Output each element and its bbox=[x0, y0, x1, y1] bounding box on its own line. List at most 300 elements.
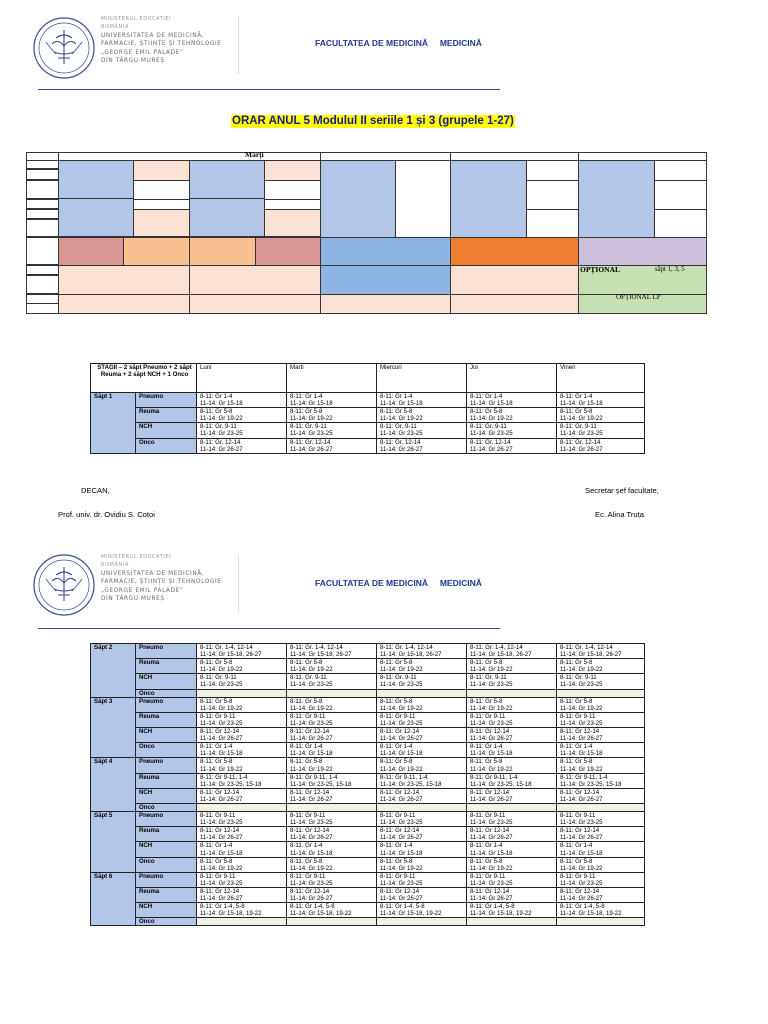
blue-slot bbox=[320, 237, 451, 266]
schedule-slot-morning: 8-11: Gr 9-11 bbox=[290, 712, 326, 720]
schedule-cell bbox=[377, 872, 467, 887]
schedule-slot-midday: 11-14: Gr 26-27 bbox=[200, 834, 243, 842]
schedule-slot-midday: 11-14: Gr 23-25 bbox=[560, 719, 603, 727]
rotation-label: NCH bbox=[136, 788, 197, 803]
grid-left-row bbox=[26, 265, 59, 275]
schedule-slot-midday: 11-14: Gr 26-27 bbox=[380, 445, 423, 453]
schedule-slot-morning: 8-11: Gr 1-4 bbox=[470, 393, 503, 400]
schedule-cell bbox=[287, 423, 377, 438]
schedule-slot-midday: 11-14: Gr 15-18 bbox=[470, 400, 513, 408]
schedule-cell bbox=[467, 674, 557, 689]
schedule-cell bbox=[287, 644, 377, 659]
university-line: UNIVERSITATEA DE MEDICINĂ, bbox=[101, 32, 205, 39]
week-label: Săpt 5 bbox=[91, 812, 136, 873]
schedule-slot-midday: 11-14: Gr 19-22 bbox=[470, 704, 513, 712]
schedule-cell bbox=[377, 697, 467, 712]
peach-slot bbox=[58, 265, 190, 295]
schedule-cell bbox=[197, 812, 287, 827]
rotation-label: Onco bbox=[136, 857, 197, 872]
schedule-slot-midday: 11-14: Gr 23-25 bbox=[380, 430, 423, 438]
rose-slot bbox=[58, 237, 124, 266]
schedule-cell bbox=[197, 408, 287, 423]
schedule-slot-morning: 8-11: Gr 5-8 bbox=[200, 697, 233, 705]
schedule-slot-morning: 8-11: Gr 12-14 bbox=[200, 788, 240, 796]
schedule-slot-midday: 11-14: Gr 23-25 bbox=[560, 819, 603, 827]
schedule-cell bbox=[377, 903, 467, 918]
schedule-cell bbox=[197, 788, 287, 803]
rotation-label: Onco bbox=[136, 743, 197, 758]
rotation-label: Reuma bbox=[136, 888, 197, 903]
schedule-cell bbox=[557, 743, 645, 758]
stagii-row bbox=[91, 918, 645, 926]
schedule-slot-midday: 11-14: Gr 23-25 bbox=[560, 681, 603, 689]
schedule-slot-midday: 11-14: Gr 26-27 bbox=[470, 735, 513, 743]
schedule-slot-midday: 11-14: Gr 19-22 bbox=[200, 666, 243, 674]
empty-slot bbox=[654, 180, 707, 210]
schedule-cell bbox=[377, 712, 467, 727]
week-label: Săpt 6 bbox=[91, 872, 136, 926]
schedule-cell bbox=[557, 408, 645, 423]
schedule-slot-midday: 11-14: Gr 19-22 bbox=[200, 864, 243, 872]
empty-slot bbox=[654, 209, 707, 238]
schedule-slot-midday: 11-14: Gr 19-22 bbox=[560, 666, 603, 674]
schedule-cell bbox=[287, 689, 377, 697]
schedule-cell bbox=[377, 773, 467, 788]
schedule-slot-midday: 11-14: Gr 15-18, 26-27 bbox=[200, 651, 262, 659]
schedule-slot-midday: 11-14: Gr 15-18 bbox=[200, 750, 243, 758]
schedule-cell bbox=[467, 773, 557, 788]
schedule-slot-morning: 8-11: Gr 5-8 bbox=[470, 659, 503, 667]
orange-light-slot bbox=[123, 237, 190, 266]
orange-light-slot bbox=[189, 237, 256, 266]
week-label: Săpt 4 bbox=[91, 758, 136, 812]
schedule-slot-morning: 8-11: Gr 9-11, 1-4 bbox=[290, 773, 338, 781]
schedule-slot-morning: 8-11: Gr 1-4, 5-8 bbox=[380, 903, 425, 911]
schedule-slot-morning: 8-11: Gr 1-4, 5-8 bbox=[470, 903, 515, 911]
peach-slot bbox=[189, 294, 321, 314]
schedule-cell bbox=[287, 812, 377, 827]
schedule-slot-midday: 11-14: Gr 15-18 bbox=[380, 750, 423, 758]
schedule-cell bbox=[467, 423, 557, 438]
schedule-slot-morning: 8-11: Gr 5-8 bbox=[290, 697, 323, 705]
stagii-row bbox=[91, 803, 645, 811]
stagii-header-label: STAGII – 2 săpt Pneumo + 2 săpt Reuma + 2 săpt NCH + 1 Onco bbox=[91, 364, 197, 393]
schedule-cell bbox=[287, 827, 377, 842]
faculty-label: FACULTATEA DE MEDICINĂ MEDICINĂ bbox=[315, 38, 482, 48]
schedule-slot-morning: 8-11: Gr 9-11, 1-4 bbox=[200, 773, 248, 781]
header-rule bbox=[38, 89, 500, 90]
rose-slot bbox=[255, 237, 321, 266]
schedule-cell bbox=[557, 773, 645, 788]
schedule-slot-morning: 8-11: Gr 5-8 bbox=[380, 659, 413, 667]
schedule-cell bbox=[287, 393, 377, 408]
schedule-slot-midday: 11-14: Gr 23-25 bbox=[470, 681, 513, 689]
schedule-slot-midday: 11-14: Gr 23-25, 15-18 bbox=[290, 780, 352, 788]
country-label: ROMÂNIA bbox=[101, 24, 129, 31]
stagii-table bbox=[90, 363, 645, 454]
schedule-cell bbox=[377, 888, 467, 903]
secretary-title: Secretar șef facultate, bbox=[585, 486, 659, 495]
schedule-slot-midday: 11-14: Gr 15-18, 19-22 bbox=[560, 910, 622, 918]
schedule-slot-midday: 11-14: Gr 19-22 bbox=[560, 765, 603, 773]
rotation-label: NCH bbox=[136, 423, 197, 438]
schedule-slot-morning: 8-11: Gr. 9-11 bbox=[380, 674, 417, 682]
schedule-cell bbox=[467, 903, 557, 918]
rotation-label: Reuma bbox=[136, 659, 197, 674]
schedule-slot-midday: 11-14: Gr 19-22 bbox=[470, 765, 513, 773]
schedule-slot-midday: 11-14: Gr 19-22 bbox=[380, 765, 423, 773]
peach-slot bbox=[264, 209, 321, 237]
peach-slot bbox=[189, 265, 321, 295]
schedule-slot-midday: 11-14: Gr 23-25 bbox=[200, 719, 243, 727]
grid-left-row bbox=[26, 180, 59, 199]
schedule-slot-morning: 8-11: Gr 12-14 bbox=[470, 827, 510, 835]
schedule-cell bbox=[377, 812, 467, 827]
schedule-cell bbox=[557, 827, 645, 842]
header-rule bbox=[38, 628, 500, 629]
schedule-slot-morning: 8-11: Gr 12-14 bbox=[380, 888, 420, 895]
schedule-slot-morning: 8-11: Gr 1-4 bbox=[560, 393, 593, 400]
schedule-slot-midday: 11-14: Gr 15-18 bbox=[380, 400, 423, 408]
schedule-cell bbox=[467, 659, 557, 674]
schedule-cell bbox=[377, 788, 467, 803]
schedule-slot-morning: 8-11: Gr 5-8 bbox=[290, 408, 323, 416]
schedule-slot-midday: 11-14: Gr 26-27 bbox=[290, 445, 333, 453]
schedule-slot-midday: 11-14: Gr 15-18, 19-22 bbox=[290, 910, 352, 918]
schedule-cell bbox=[557, 788, 645, 803]
schedule-cell bbox=[197, 743, 287, 758]
schedule-cell bbox=[197, 803, 287, 811]
stagii-row bbox=[91, 758, 645, 773]
schedule-slot-midday: 11-14: Gr 19-22 bbox=[470, 864, 513, 872]
schedule-cell bbox=[557, 918, 645, 926]
stagii-row bbox=[91, 827, 645, 842]
schedule-slot-morning: 8-11: Gr 9-11, 1-4 bbox=[470, 773, 518, 781]
schedule-cell bbox=[377, 827, 467, 842]
schedule-cell bbox=[377, 423, 467, 438]
schedule-slot-morning: 8-11: Gr 12-14 bbox=[560, 728, 600, 736]
schedule-slot-midday: 11-14: Gr 23-25 bbox=[290, 681, 333, 689]
optional-lp-label: OPȚIONAL LP bbox=[616, 293, 661, 301]
schedule-slot-morning: 8-11: Gr 1-4 bbox=[200, 743, 233, 751]
schedule-cell bbox=[377, 674, 467, 689]
peach-slot bbox=[58, 294, 190, 314]
schedule-cell bbox=[467, 842, 557, 857]
schedule-cell bbox=[467, 812, 557, 827]
schedule-slot-morning: 8-11: Gr 5-8 bbox=[200, 408, 233, 416]
schedule-cell bbox=[557, 438, 645, 453]
orange-slot bbox=[450, 237, 579, 266]
light-blue-slot bbox=[189, 160, 265, 199]
light-blue-slot bbox=[578, 160, 655, 238]
grid-left-row bbox=[26, 209, 59, 219]
schedule-cell bbox=[197, 644, 287, 659]
blue-slot bbox=[320, 265, 451, 295]
schedule-slot-midday: 11-14: Gr 26-27 bbox=[470, 834, 513, 842]
stagii-row bbox=[91, 788, 645, 803]
light-blue-slot bbox=[58, 160, 134, 199]
schedule-slot-morning: 8-11: Gr 1-4, 5-8 bbox=[290, 903, 335, 911]
schedule-slot-midday: 11-14: Gr 23-25 bbox=[470, 430, 513, 438]
schedule-slot-morning: 8-11: Gr 1-4, 5-8 bbox=[560, 903, 605, 911]
stagii-row bbox=[91, 842, 645, 857]
schedule-cell bbox=[197, 689, 287, 697]
schedule-slot-midday: 11-14: Gr 26-27 bbox=[200, 795, 243, 803]
schedule-cell bbox=[467, 689, 557, 697]
stagii-row bbox=[91, 689, 645, 697]
schedule-slot-morning: 8-11: Gr 1-4 bbox=[380, 743, 413, 751]
schedule-slot-morning: 8-11: Gr 9-11 bbox=[560, 872, 596, 880]
schedule-slot-midday: 11-14: Gr 19-22 bbox=[380, 666, 423, 674]
schedule-cell bbox=[557, 674, 645, 689]
schedule-slot-morning: 8-11: Gr 12-14 bbox=[560, 788, 600, 796]
university-name-block bbox=[101, 15, 222, 65]
stagii-row bbox=[91, 644, 645, 659]
schedule-cell bbox=[557, 393, 645, 408]
light-blue-slot bbox=[450, 160, 527, 238]
schedule-cell bbox=[287, 888, 377, 903]
schedule-slot-morning: 8-11: Gr 9-11 bbox=[560, 712, 596, 720]
schedule-slot-morning: 8-11: Gr. 1-4, 12-14 bbox=[380, 644, 433, 651]
schedule-cell bbox=[467, 758, 557, 773]
schedule-slot-midday: 11-14: Gr 15-18, 19-22 bbox=[470, 910, 532, 918]
schedule-slot-morning: 8-11: Gr. 9-11 bbox=[200, 674, 237, 682]
rotation-label: Onco bbox=[136, 918, 197, 926]
schedule-slot-midday: 11-14: Gr 26-27 bbox=[200, 445, 243, 453]
schedule-cell bbox=[377, 743, 467, 758]
schedule-slot-midday: 11-14: Gr 19-22 bbox=[380, 415, 423, 423]
stagii-row bbox=[91, 674, 645, 689]
rotation-label: Reuma bbox=[136, 408, 197, 423]
schedule-cell bbox=[557, 423, 645, 438]
optional-weeks-label: săpt 1, 3, 5 bbox=[655, 266, 685, 273]
schedule-slot-midday: 11-14: Gr 15-18, 26-27 bbox=[470, 651, 532, 659]
schedule-cell bbox=[287, 408, 377, 423]
schedule-slot-midday: 11-14: Gr 23-25 bbox=[290, 879, 333, 887]
schedule-cell bbox=[377, 758, 467, 773]
schedule-cell bbox=[557, 903, 645, 918]
schedule-cell bbox=[287, 674, 377, 689]
grid-left-row bbox=[26, 237, 59, 265]
rotation-label: NCH bbox=[136, 728, 197, 743]
schedule-slot-midday: 11-14: Gr 26-27 bbox=[470, 445, 513, 453]
schedule-slot-midday: 11-14: Gr 19-22 bbox=[470, 666, 513, 674]
schedule-slot-morning: 8-11: Gr 9-11, 1-4 bbox=[560, 773, 608, 781]
schedule-cell bbox=[467, 438, 557, 453]
secretary-name: Ec. Alina Truța bbox=[595, 510, 644, 519]
grid-left-row bbox=[26, 199, 59, 209]
light-blue-slot bbox=[189, 198, 265, 237]
day-header: Luni bbox=[197, 364, 287, 393]
schedule-cell bbox=[197, 697, 287, 712]
schedule-slot-midday: 11-14: Gr 26-27 bbox=[560, 895, 603, 903]
schedule-cell bbox=[287, 788, 377, 803]
rotation-label: Onco bbox=[136, 689, 197, 697]
schedule-slot-morning: 8-11: Gr 12-14 bbox=[290, 827, 330, 835]
day-header: Vineri bbox=[557, 364, 645, 393]
dean-name: Prof. univ. dr. Ovidiu S. Cotoi bbox=[58, 510, 155, 519]
schedule-slot-midday: 11-14: Gr 15-18, 26-27 bbox=[290, 651, 352, 659]
stagii-row bbox=[91, 728, 645, 743]
empty-slot bbox=[395, 160, 451, 238]
schedule-slot-morning: 8-11: Gr 12-14 bbox=[290, 788, 330, 796]
schedule-slot-midday: 11-14: Gr 23-25 bbox=[200, 819, 243, 827]
schedule-slot-morning: 8-11: Gr 5-8 bbox=[200, 758, 233, 766]
stagii-row bbox=[91, 888, 645, 903]
stagii-row bbox=[91, 697, 645, 712]
schedule-cell bbox=[197, 423, 287, 438]
schedule-slot-midday: 11-14: Gr 26-27 bbox=[290, 895, 333, 903]
grid-left-row bbox=[26, 275, 59, 294]
university-line: „GEORGE EMIL PALADE” bbox=[101, 49, 184, 56]
schedule-cell bbox=[467, 888, 557, 903]
schedule-cell bbox=[287, 903, 377, 918]
stagii-row bbox=[91, 393, 645, 408]
schedule-slot-morning: 8-11: Gr 5-8 bbox=[200, 659, 233, 667]
schedule-slot-midday: 11-14: Gr 15-18 bbox=[560, 849, 603, 857]
schedule-slot-morning: 8-11: Gr 5-8 bbox=[380, 857, 413, 865]
schedule-slot-morning: 8-11: Gr. 12-14 bbox=[560, 438, 601, 446]
schedule-cell bbox=[197, 872, 287, 887]
schedule-cell bbox=[467, 743, 557, 758]
schedule-slot-morning: 8-11: Gr 5-8 bbox=[470, 408, 503, 416]
schedule-cell bbox=[197, 659, 287, 674]
schedule-cell bbox=[377, 842, 467, 857]
schedule-slot-midday: 11-14: Gr 23-25 bbox=[290, 719, 333, 727]
grid-left-row bbox=[26, 160, 59, 169]
rotation-label: Pneumo bbox=[136, 758, 197, 773]
rotation-label: Pneumo bbox=[136, 644, 197, 659]
schedule-slot-midday: 11-14: Gr 23-25, 15-18 bbox=[560, 780, 622, 788]
stagii-row bbox=[91, 857, 645, 872]
schedule-slot-midday: 11-14: Gr 26-27 bbox=[560, 735, 603, 743]
stagii-row bbox=[91, 903, 645, 918]
schedule-slot-midday: 11-14: Gr 26-27 bbox=[560, 834, 603, 842]
schedule-slot-morning: 8-11: Gr 12-14 bbox=[200, 728, 240, 736]
rotation-label: Pneumo bbox=[136, 393, 197, 408]
stagii-row bbox=[91, 773, 645, 788]
stagii-row bbox=[91, 423, 645, 438]
schedule-cell bbox=[287, 842, 377, 857]
schedule-slot-morning: 8-11: Gr 5-8 bbox=[290, 758, 323, 766]
schedule-cell bbox=[377, 803, 467, 811]
schedule-slot-midday: 11-14: Gr 23-25 bbox=[380, 719, 423, 727]
schedule-cell bbox=[377, 918, 467, 926]
schedule-slot-midday: 11-14: Gr 15-18 bbox=[290, 750, 333, 758]
schedule-cell bbox=[197, 393, 287, 408]
schedule-slot-midday: 11-14: Gr 19-22 bbox=[560, 864, 603, 872]
schedule-slot-morning: 8-11: Gr 12-14 bbox=[290, 888, 330, 895]
stagii-row bbox=[91, 438, 645, 453]
stagii-row bbox=[91, 743, 645, 758]
peach-slot bbox=[320, 294, 451, 314]
schedule-slot-midday: 11-14: Gr 23-25 bbox=[380, 879, 423, 887]
schedule-slot-midday: 11-14: Gr 26-27 bbox=[380, 834, 423, 842]
schedule-slot-midday: 11-14: Gr 23-25, 15-18 bbox=[200, 780, 262, 788]
schedule-slot-morning: 8-11: Gr 5-8 bbox=[200, 857, 233, 865]
stagii-header-row bbox=[91, 364, 645, 393]
rotation-label: Onco bbox=[136, 803, 197, 811]
schedule-slot-midday: 11-14: Gr 23-25 bbox=[560, 879, 603, 887]
schedule-cell bbox=[287, 438, 377, 453]
schedule-slot-morning: 8-11: Gr 9-11 bbox=[470, 812, 506, 820]
schedule-slot-morning: 8-11: Gr. 1-4, 12-14 bbox=[290, 644, 343, 651]
optional-label: OPȚIONAL bbox=[580, 265, 621, 274]
rotation-label: Reuma bbox=[136, 827, 197, 842]
schedule-slot-midday: 11-14: Gr 15-18 bbox=[200, 400, 243, 408]
day-header: Joi bbox=[467, 364, 557, 393]
ministry-label: MINISTERUL EDUCAȚIEI bbox=[101, 16, 172, 22]
schedule-slot-midday: 11-14: Gr 19-22 bbox=[380, 704, 423, 712]
schedule-slot-midday: 11-14: Gr 15-18, 19-22 bbox=[380, 910, 442, 918]
schedule-cell bbox=[467, 827, 557, 842]
schedule-cell bbox=[557, 697, 645, 712]
ministry-label: MINISTERUL EDUCAȚIEI bbox=[101, 554, 172, 560]
peach-slot bbox=[450, 294, 579, 314]
schedule-slot-midday: 11-14: Gr 19-22 bbox=[380, 864, 423, 872]
schedule-slot-morning: 8-11: Gr. 1-4, 12-14 bbox=[470, 644, 523, 651]
schedule-slot-morning: 8-11: Gr 5-8 bbox=[560, 857, 593, 865]
university-line: FARMACIE, ȘTIINȚE ȘI TEHNOLOGIE bbox=[101, 579, 222, 586]
schedule-slot-morning: 8-11: Gr 9-11 bbox=[200, 872, 236, 880]
day-header: Miercuri bbox=[377, 364, 467, 393]
rotation-label: NCH bbox=[136, 842, 197, 857]
schedule-slot-morning: 8-11: Gr 12-14 bbox=[380, 728, 420, 736]
empty-slot bbox=[654, 160, 707, 181]
grid-left-row bbox=[26, 294, 59, 304]
schedule-slot-midday: 11-14: Gr 26-27 bbox=[380, 795, 423, 803]
schedule-slot-midday: 11-14: Gr 23-25, 15-18 bbox=[380, 780, 442, 788]
schedule-cell bbox=[557, 758, 645, 773]
schedule-slot-morning: 8-11: Gr 9-11 bbox=[200, 812, 236, 820]
empty-slot bbox=[264, 180, 321, 200]
schedule-cell bbox=[287, 743, 377, 758]
week-label: Săpt 3 bbox=[91, 697, 136, 758]
empty-slot bbox=[526, 209, 579, 238]
rotation-label: NCH bbox=[136, 674, 197, 689]
schedule-slot-morning: 8-11: Gr 1-4 bbox=[200, 393, 233, 400]
empty-slot bbox=[526, 160, 579, 181]
stagii-row bbox=[91, 408, 645, 423]
schedule-slot-morning: 8-11: Gr 1-4 bbox=[380, 842, 413, 850]
schedule-cell bbox=[197, 842, 287, 857]
schedule-slot-morning: 8-11: Gr 1-4 bbox=[470, 743, 503, 751]
schedule-slot-midday: 11-14: Gr 19-22 bbox=[200, 765, 243, 773]
schedule-slot-midday: 11-14: Gr 26-27 bbox=[470, 895, 513, 903]
schedule-slot-morning: 8-11: Gr 1-4 bbox=[290, 743, 323, 751]
schedule-slot-morning: 8-11: Gr 5-8 bbox=[470, 758, 503, 766]
schedule-cell bbox=[287, 697, 377, 712]
schedule-slot-morning: 8-11: Gr 5-8 bbox=[470, 697, 503, 705]
schedule-cell bbox=[377, 644, 467, 659]
schedule-slot-morning: 8-11: Gr 1-4 bbox=[380, 393, 413, 400]
schedule-cell bbox=[467, 393, 557, 408]
schedule-slot-midday: 11-14: Gr 23-25, 15-18 bbox=[470, 780, 532, 788]
empty-slot bbox=[526, 180, 579, 210]
grid-left-row bbox=[26, 169, 59, 180]
schedule-cell bbox=[467, 857, 557, 872]
schedule-slot-morning: 8-11: Gr 1-4 bbox=[560, 743, 593, 751]
schedule-slot-morning: 8-11: Gr 1-4 bbox=[470, 842, 503, 850]
schedule-slot-midday: 11-14: Gr 15-18 bbox=[380, 849, 423, 857]
schedule-cell bbox=[197, 674, 287, 689]
schedule-slot-morning: 8-11: Gr 9-11 bbox=[470, 872, 506, 880]
schedule-cell bbox=[377, 659, 467, 674]
schedule-cell bbox=[287, 857, 377, 872]
schedule-slot-midday: 11-14: Gr 26-27 bbox=[560, 795, 603, 803]
schedule-cell bbox=[557, 842, 645, 857]
schedule-cell bbox=[287, 803, 377, 811]
